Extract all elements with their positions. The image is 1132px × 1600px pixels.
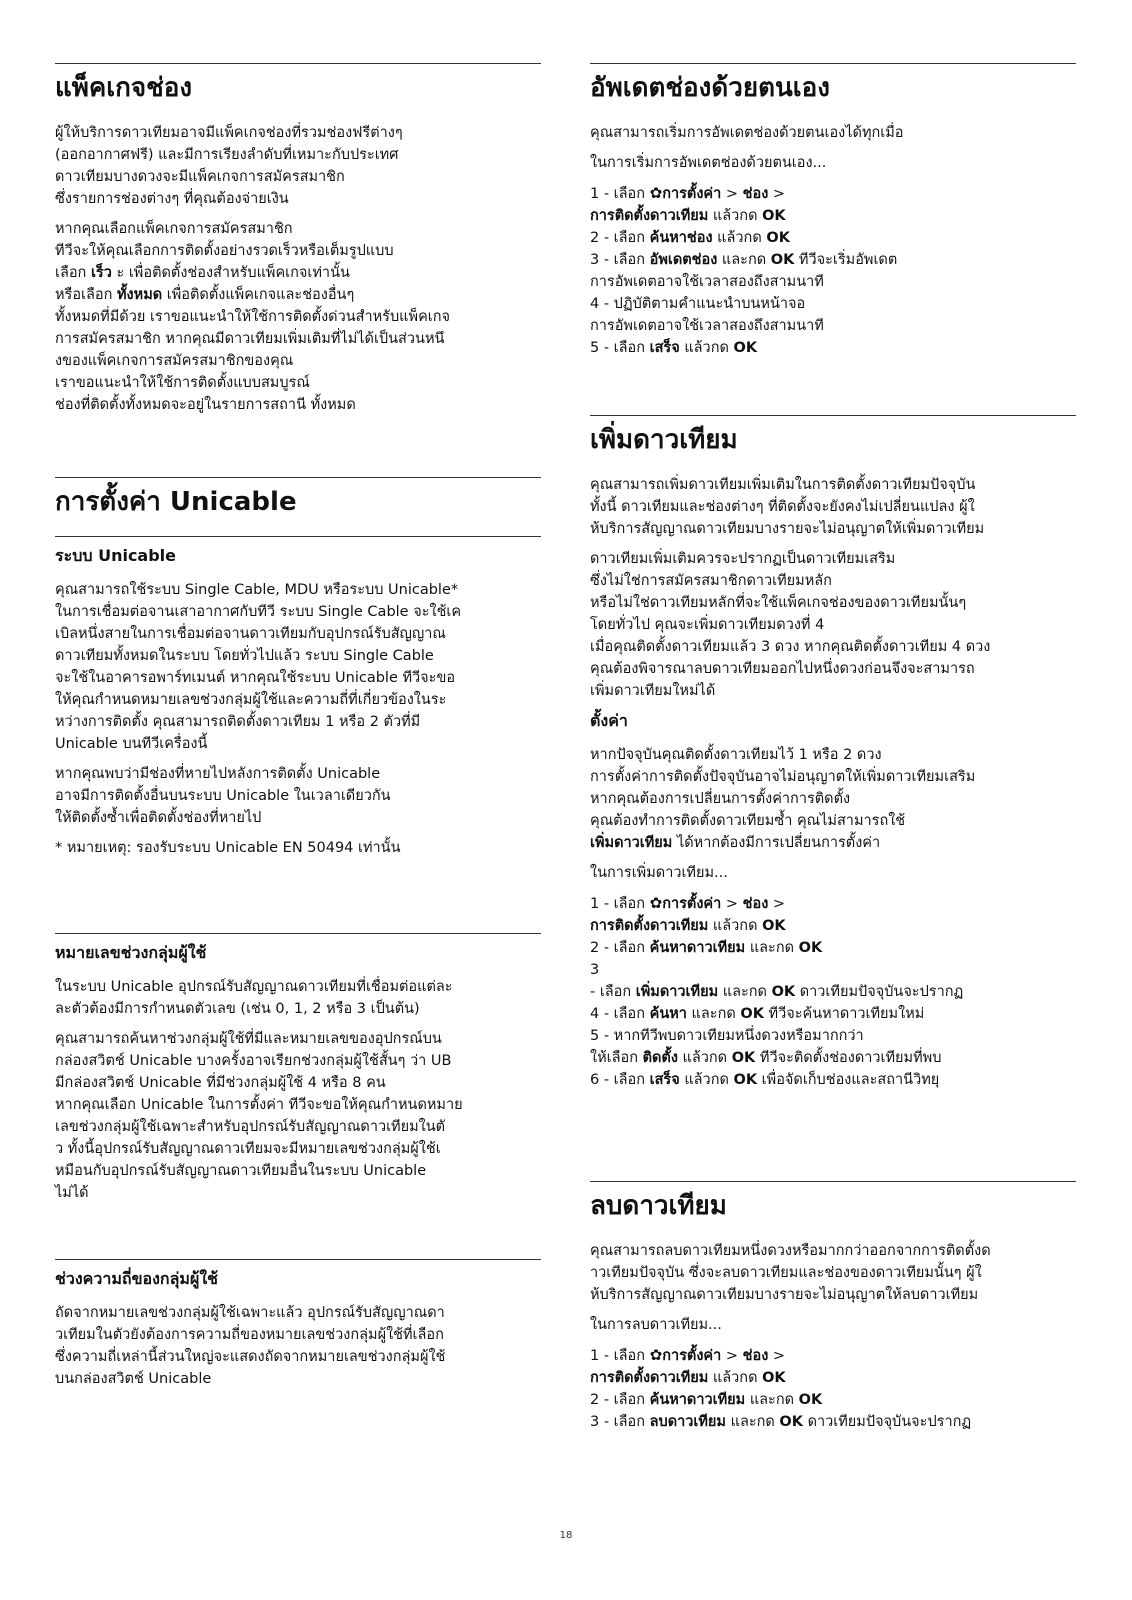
text: ให้เลือก bbox=[590, 1050, 643, 1066]
text: แล้วกด bbox=[677, 1050, 732, 1066]
text: ทีวีจะเริ่มอัพเดต bbox=[794, 252, 898, 268]
text: แล้วกด bbox=[708, 208, 763, 224]
text-line: คุณสามารถค้นหาช่วงกลุ่มผู้ใช้ที่มีและหมายเลขของอุปกรณ์บน bbox=[55, 1031, 442, 1047]
text: 1 - เลือก bbox=[590, 896, 650, 912]
key-ok: OK bbox=[779, 1414, 803, 1430]
step-3-num: 3 bbox=[590, 962, 600, 978]
step-1-cont bbox=[590, 915, 1076, 937]
text-line: หากคุณต้องการเปลี่ยนการตั้งค่าการติดตั้ง bbox=[590, 791, 851, 807]
text: ทีวีจะติดตั้งช่องดาวเทียมที่พบ bbox=[755, 1050, 942, 1066]
text: > bbox=[768, 1348, 786, 1364]
paragraph: ในการเริ่มการอัพเดตช่องด้วยตนเอง... bbox=[590, 155, 827, 171]
menu-satellite-install: การติดตั้งดาวเทียม bbox=[590, 918, 709, 934]
text-line: ดาวเทียมทั้งหมดในระบบ โดยทั่วไปแล้ว ระบบ Single Cable bbox=[55, 648, 434, 664]
section-unicable-settings bbox=[55, 477, 541, 867]
section-remove-satellite bbox=[590, 1181, 1076, 1441]
text: แล้วกด bbox=[679, 340, 734, 356]
section-title: ลบดาวเทียม bbox=[590, 1191, 727, 1221]
text-line: คุณต้องทำการติดตั้งดาวเทียมซ้ำ คุณไม่สามารถใช้ bbox=[590, 813, 906, 829]
text: 1 - เลือก bbox=[590, 186, 650, 202]
subsection-rule bbox=[55, 536, 541, 537]
gear-icon: ✿ bbox=[649, 1346, 663, 1364]
paragraph bbox=[590, 744, 1076, 854]
text: ะ เพื่อติดตั้งช่องสำหรับแพ็คเกจเท่านั้น bbox=[111, 265, 350, 281]
key-ok: OK bbox=[733, 1072, 758, 1088]
text-line: คุณสามารถใช้ระบบ Single Cable, MDU หรือระบบ Unicable* bbox=[55, 582, 459, 598]
paragraph: ในการลบดาวเทียม... bbox=[590, 1317, 722, 1333]
step-6 bbox=[590, 1069, 1076, 1091]
subsection-title: หมายเลขช่วงกลุ่มผู้ใช้ bbox=[55, 943, 207, 962]
text-line: ผู้ให้บริการดาวเทียมอาจมีแพ็คเกจช่องที่รวมช่องฟรีต่างๆ bbox=[55, 125, 403, 141]
text-line: กล่องสวิตช์ Unicable บางครั้งอาจเรียกช่วงกลุ่มผู้ใช้สั้นๆ ว่า UB bbox=[55, 1053, 452, 1069]
subsection-title: ช่วงความถี่ของกลุ่มผู้ใช้ bbox=[55, 1269, 219, 1288]
step-1-cont bbox=[590, 205, 1076, 227]
text: แล้วกด bbox=[708, 1370, 763, 1386]
text-line: หรือไม่ใช่ดาวเทียมหลักที่จะใช้แพ็คเกจช่องของดาวเทียมนั้นๆ bbox=[590, 595, 967, 611]
section-rule bbox=[590, 415, 1076, 416]
text: ทีวีจะค้นหาดาวเทียมใหม่ bbox=[763, 1006, 925, 1022]
text: และกด bbox=[717, 252, 771, 268]
text: เพื่อติดตั้งแพ็คเกจและช่องอื่นๆ bbox=[162, 287, 355, 303]
section-add-satellite bbox=[590, 415, 1076, 1099]
key-ok: OK bbox=[733, 340, 758, 356]
text-line: เราขอแนะนำให้ใช้การติดตั้งแบบสมบูรณ์ bbox=[55, 375, 310, 391]
section-user-band-frequency bbox=[55, 1259, 541, 1398]
step-1 bbox=[590, 182, 1076, 205]
section-title: เพิ่มดาวเทียม bbox=[590, 425, 738, 455]
menu-done: เสร็จ bbox=[649, 340, 680, 356]
step-2 bbox=[590, 937, 1076, 959]
text: 3 - เลือก bbox=[590, 252, 650, 268]
key-ok: OK bbox=[798, 940, 823, 956]
option-all: ทั้งหมด bbox=[117, 287, 163, 303]
text-line: ละตัวต้องมีการกำหนดตัวเลข (เช่น 0, 1, 2 หรือ 3 เป็นต้น) bbox=[55, 1001, 420, 1017]
subsection-title: ระบบ Unicable bbox=[55, 546, 177, 565]
key-ok: OK bbox=[762, 208, 786, 224]
subsection-rule bbox=[55, 1259, 541, 1260]
text-line: Unicable บนทีวีเครื่องนี้ bbox=[55, 736, 208, 752]
text-line: ไม่ได้ bbox=[55, 1185, 89, 1201]
text: และกด bbox=[745, 1392, 799, 1408]
paragraph: ในการเพิ่มดาวเทียม... bbox=[590, 865, 728, 881]
menu-search-satellite: ค้นหาดาวเทียม bbox=[649, 1392, 746, 1408]
menu-search-channels: ค้นหาช่อง bbox=[649, 230, 713, 246]
text-line: การอัพเดตอาจใช้เวลาสองถึงสามนาที bbox=[590, 318, 824, 334]
key-ok: OK bbox=[798, 1392, 823, 1408]
text-line: หากคุณเลือก Unicable ในการตั้งค่า ทีวีจะขอให้คุณกำหนดหมาย bbox=[55, 1097, 463, 1113]
text-line: หากปัจจุบันคุณติดตั้งดาวเทียมไว้ 1 หรือ 2 ดวง bbox=[590, 747, 882, 763]
paragraph bbox=[55, 976, 541, 1020]
text-line: ห้บริการสัญญาณดาวเทียมบางรายจะไม่อนุญาตให้เพิ่มดาวเทียม bbox=[590, 521, 985, 537]
step-5 bbox=[590, 337, 1076, 359]
menu-settings: การตั้งค่า bbox=[662, 186, 722, 202]
text-line: จะใช้ในอาคารอพาร์ทเมนต์ หากคุณใช้ระบบ Unicable ทีวีจะขอ bbox=[55, 670, 456, 686]
text: เลือก bbox=[55, 265, 91, 281]
text-line: ทั้งหมดที่มีด้วย เราขอแนะนำให้ใช้การติดตั้งด่วนสำหรับแพ็คเกจ bbox=[55, 309, 451, 325]
text-line: ดาวเทียมบางดวงจะมีแพ็คเกจการสมัครสมาชิก bbox=[55, 169, 345, 185]
menu-channels: ช่อง bbox=[742, 1348, 769, 1364]
text-line bbox=[55, 284, 541, 306]
key-ok: OK bbox=[766, 230, 790, 246]
text-line: ซึ่งไม่ใช่การสมัครสมาชิกดาวเทียมหลัก bbox=[590, 573, 832, 589]
menu-update-channels: อัพเดตช่อง bbox=[649, 252, 718, 268]
text-line: การสมัครสมาชิก หากคุณมีดาวเทียมเพิ่มเติมที่ไม่ได้เป็นส่วนหนึ bbox=[55, 331, 445, 347]
text-line: หากคุณเลือกแพ็คเกจการสมัครสมาชิก bbox=[55, 221, 293, 237]
text: และกด bbox=[745, 940, 799, 956]
text-line: ว ทั้งนี้อุปกรณ์รับสัญญาณดาวเทียมจะมีหมายเลขช่วงกลุ่มผู้ใช้เ bbox=[55, 1141, 441, 1157]
subsection-title: ตั้งค่า bbox=[590, 711, 628, 730]
paragraph bbox=[55, 122, 541, 210]
section-user-band-number bbox=[55, 933, 541, 1212]
text: 3 - เลือก bbox=[590, 1414, 650, 1430]
text-line: คุณสามารถลบดาวเทียมหนึ่งดวงหรือมากกว่าออกจากการติดตั้งด bbox=[590, 1243, 991, 1259]
text-line: เลขช่วงกลุ่มผู้ใช้เฉพาะสำหรับอุปกรณ์รับสัญญาณดาวเทียมในตั bbox=[55, 1119, 446, 1135]
section-rule bbox=[590, 63, 1076, 64]
text-line: งของแพ็คเกจการสมัครสมาชิกของคุณ bbox=[55, 353, 294, 369]
text: และกด bbox=[718, 984, 772, 1000]
step-1-cont bbox=[590, 1367, 1076, 1389]
text-line: เบิลหนึ่งสายในการเชื่อมต่อจานดาวเทียมกับอุปกรณ์รับสัญญาณ bbox=[55, 626, 446, 642]
key-ok: OK bbox=[762, 1370, 786, 1386]
note: * หมายเหตุ: รองรับระบบ Unicable EN 50494 เท่านั้น bbox=[55, 840, 401, 856]
section-title: แพ็คเกจช่อง bbox=[55, 73, 193, 103]
section-title: การตั้งค่า Unicable bbox=[55, 487, 297, 517]
text-line bbox=[590, 832, 1076, 854]
paragraph bbox=[55, 763, 541, 829]
text-line: ซึ่งความถี่เหล่านี้ส่วนใหญ่จะแสดงถัดจากหมายเลขช่วงกลุ่มผู้ใช้ bbox=[55, 1349, 446, 1365]
step-3 bbox=[590, 981, 1076, 1003]
step-1 bbox=[590, 892, 1076, 915]
text-line: ให้ติดตั้งซ้ำเพื่อติดตั้งช่องที่หายไป bbox=[55, 810, 262, 826]
text: เพื่อจัดเก็บช่องและสถานีวิทยุ bbox=[757, 1072, 940, 1088]
gear-icon: ✿ bbox=[649, 894, 663, 912]
step-5: 5 - หากทีวีพบดาวเทียมหนึ่งดวงหรือมากกว่า bbox=[590, 1028, 864, 1044]
text-line: อาจมีการติดตั้งอื่นบนระบบ Unicable ในเวลาเดียวกัน bbox=[55, 788, 391, 804]
text: หรือเลือก bbox=[55, 287, 117, 303]
text: แล้วกด bbox=[679, 1072, 734, 1088]
text-line: าวเทียมปัจจุบัน ซึ่งจะลบดาวเทียมและช่องของดาวเทียมนั้นๆ ผู้ใ bbox=[590, 1265, 982, 1281]
text-line: ถัดจากหมายเลขช่วงกลุ่มผู้ใช้เฉพาะแล้ว อุปกรณ์รับสัญญาณดา bbox=[55, 1305, 445, 1321]
text: > bbox=[721, 896, 743, 912]
text-line bbox=[55, 262, 541, 284]
text-line: มีกล่องสวิตช์ Unicable ที่มีช่วงกลุ่มผู้ใช้ 4 หรือ 8 คน bbox=[55, 1075, 386, 1091]
key-ok: OK bbox=[740, 1006, 764, 1022]
section-rule bbox=[590, 1181, 1076, 1182]
menu-satellite-install: การติดตั้งดาวเทียม bbox=[590, 208, 709, 224]
text-line: หว่างการติดตั้ง คุณสามารถติดตั้งดาวเทียม 1 หรือ 2 ตัวที่มี bbox=[55, 714, 421, 730]
text: แล้วกด bbox=[712, 230, 767, 246]
text: ดาวเทียมปัจจุบันจะปรากฏ bbox=[802, 1414, 972, 1430]
section-manual-update bbox=[590, 63, 1076, 367]
text: ดาวเทียมปัจจุบันจะปรากฏ bbox=[795, 984, 964, 1000]
option-quick: เร็ว bbox=[90, 265, 112, 281]
key-ok: OK bbox=[762, 918, 786, 934]
menu-search: ค้นหา bbox=[649, 1006, 687, 1022]
menu-search-satellite: ค้นหาดาวเทียม bbox=[649, 940, 746, 956]
text: และกด bbox=[686, 1006, 741, 1022]
text-line: (ออกอากาศฟรี) และมีการเรียงลำดับที่เหมาะกับประเทศ bbox=[55, 147, 399, 163]
text: 2 - เลือก bbox=[590, 940, 650, 956]
text-line: วเทียมในตัวยังต้องการความถี่ของหมายเลขช่วงกลุ่มผู้ใช้ที่เลือก bbox=[55, 1327, 444, 1343]
menu-settings: การตั้งค่า bbox=[662, 896, 722, 912]
key-ok: OK bbox=[771, 984, 796, 1000]
text: และกด bbox=[725, 1414, 780, 1430]
key-ok: OK bbox=[770, 252, 795, 268]
menu-add-satellite: เพิ่มดาวเทียม bbox=[590, 835, 673, 851]
text-line: ในระบบ Unicable อุปกรณ์รับสัญญาณดาวเทียมที่เชื่อมต่อแต่ละ bbox=[55, 979, 453, 995]
step-3 bbox=[590, 249, 1076, 271]
text-line: การอัพเดตอาจใช้เวลาสองถึงสามนาที bbox=[590, 274, 824, 290]
paragraph bbox=[590, 548, 1076, 702]
steps bbox=[590, 182, 1076, 359]
text: > bbox=[768, 896, 786, 912]
menu-remove-satellite: ลบดาวเทียม bbox=[649, 1414, 726, 1430]
menu-satellite-install: การติดตั้งดาวเทียม bbox=[590, 1370, 709, 1386]
paragraph bbox=[55, 1028, 541, 1204]
menu-install: ติดตั้ง bbox=[642, 1050, 678, 1066]
menu-channels: ช่อง bbox=[742, 186, 769, 202]
paragraph bbox=[55, 579, 541, 755]
paragraph bbox=[590, 1240, 1076, 1306]
text: > bbox=[721, 1348, 743, 1364]
text: 6 - เลือก bbox=[590, 1072, 650, 1088]
text-line: การตั้งค่าการติดตั้งปัจจุบันอาจไม่อนุญาตให้เพิ่มดาวเทียมเสริม bbox=[590, 769, 976, 785]
text-line: เพิ่มดาวเทียมใหม่ได้ bbox=[590, 683, 716, 699]
text-line: หมือนกับอุปกรณ์รับสัญญาณดาวเทียมอื่นในระบบ Unicable bbox=[55, 1163, 427, 1179]
step-2 bbox=[590, 1389, 1076, 1411]
text: > bbox=[768, 186, 786, 202]
steps bbox=[590, 892, 1076, 1091]
page-number: 18 bbox=[559, 1530, 573, 1541]
text-line: เมื่อคุณติดตั้งดาวเทียมแล้ว 3 ดวง หากคุณติดตั้งดาวเทียม 4 ดวง bbox=[590, 639, 991, 655]
text-line: คุณต้องพิจารณาลบดาวเทียมออกไปหนึ่งดวงก่อนจึงจะสามารถ bbox=[590, 661, 975, 677]
text: ได้หากต้องมีการเปลี่ยนการตั้งค่า bbox=[672, 835, 881, 851]
subsection-rule bbox=[55, 933, 541, 934]
menu-settings: การตั้งค่า bbox=[662, 1348, 722, 1364]
text: 5 - เลือก bbox=[590, 340, 650, 356]
step-3 bbox=[590, 1411, 1076, 1433]
menu-channels: ช่อง bbox=[742, 896, 769, 912]
steps bbox=[590, 1344, 1076, 1433]
text-line: ดาวเทียมเพิ่มเติมควรจะปรากฏเป็นดาวเทียมเสริม bbox=[590, 551, 896, 567]
gear-icon: ✿ bbox=[649, 184, 663, 202]
text-line: โดยทั่วไป คุณจะเพิ่มดาวเทียมดวงที่ 4 bbox=[590, 617, 825, 633]
text-line: ให้คุณกำหนดหมายเลขช่วงกลุ่มผู้ใช้และความถี่ที่เกี่ยวข้องในระ bbox=[55, 692, 447, 708]
text-line: หากคุณพบว่ามีช่องที่หายไปหลังการติดตั้ง Unicable bbox=[55, 766, 381, 782]
text-line: ทีวีจะให้คุณเลือกการติดตั้งอย่างรวดเร็วหรือเต็มรูปแบบ bbox=[55, 243, 394, 259]
text: > bbox=[721, 186, 743, 202]
section-rule bbox=[55, 63, 541, 64]
step-4: 4 - ปฏิบัติตามคำแนะนำบนหน้าจอ bbox=[590, 296, 806, 312]
text-line: บนกล่องสวิตช์ Unicable bbox=[55, 1371, 212, 1387]
paragraph: คุณสามารถเริ่มการอัพเดตช่องด้วยตนเองได้ทุกเมื่อ bbox=[590, 125, 904, 141]
step-2 bbox=[590, 227, 1076, 249]
text-line: ห้บริการสัญญาณดาวเทียมบางรายจะไม่อนุญาตให้ลบดาวเทียม bbox=[590, 1287, 979, 1303]
menu-add-satellite: เพิ่มดาวเทียม bbox=[635, 984, 719, 1000]
text-line: ทั้งนี้ ดาวเทียมและช่องต่างๆ ที่ติดตั้งจะยังคงไม่เปลี่ยนแปลง ผู้ใ bbox=[590, 499, 975, 515]
section-rule bbox=[55, 477, 541, 478]
text-line: ซึ่งรายการช่องต่างๆ ที่คุณต้องจ่ายเงิน bbox=[55, 191, 289, 207]
step-5-cont bbox=[590, 1047, 1076, 1069]
section-channel-packages bbox=[55, 63, 541, 424]
paragraph bbox=[55, 1302, 541, 1390]
text-line: ในการเชื่อมต่อจานเสาอากาศกับทีวี ระบบ Single Cable จะใช้เค bbox=[55, 604, 462, 620]
step-1 bbox=[590, 1344, 1076, 1367]
key-ok: OK bbox=[731, 1050, 756, 1066]
text: 1 - เลือก bbox=[590, 1348, 650, 1364]
menu-done: เสร็จ bbox=[649, 1072, 680, 1088]
text: แล้วกด bbox=[708, 918, 763, 934]
text: - เลือก bbox=[590, 984, 636, 1000]
text: 4 - เลือก bbox=[590, 1006, 650, 1022]
paragraph bbox=[55, 218, 541, 416]
paragraph bbox=[590, 474, 1076, 540]
step-4 bbox=[590, 1003, 1076, 1025]
text-line: คุณสามารถเพิ่มดาวเทียมเพิ่มเติมในการติดตั้งดาวเทียมปัจจุบัน bbox=[590, 477, 976, 493]
text-line: ช่องที่ติดตั้งทั้งหมดจะอยู่ในรายการสถานี ทั้งหมด bbox=[55, 397, 356, 413]
text: 2 - เลือก bbox=[590, 230, 650, 246]
text: 2 - เลือก bbox=[590, 1392, 650, 1408]
section-title: อัพเดตช่องด้วยตนเอง bbox=[590, 73, 830, 103]
